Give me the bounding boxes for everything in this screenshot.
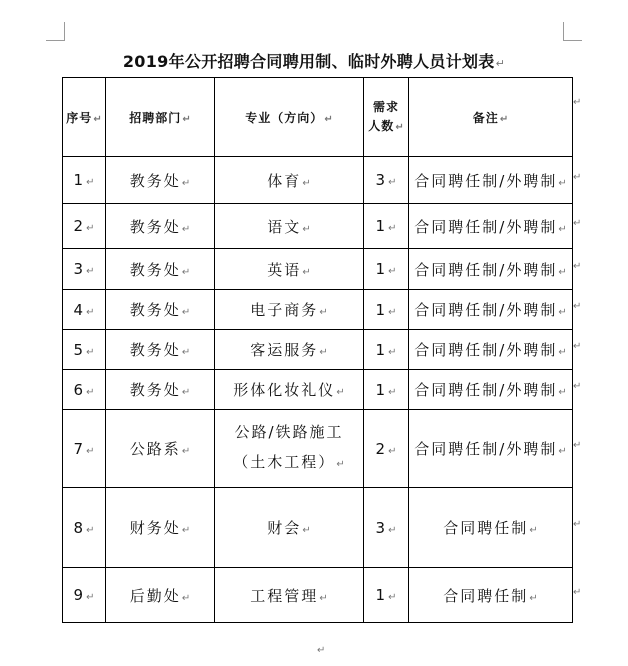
- paragraph-mark-icon: ↵: [317, 645, 326, 656]
- cell-count: 3↵: [364, 157, 409, 204]
- recruitment-plan-table: [62, 77, 573, 623]
- cell-note: 合同聘任制/外聘制↵: [409, 410, 573, 488]
- cell-index: 4↵: [63, 290, 106, 330]
- page-corner-mark-top-left: [46, 22, 65, 41]
- cell-department: 教务处↵: [106, 330, 215, 370]
- document-title-line: [0, 49, 628, 72]
- cell-department: 教务处↵: [106, 370, 215, 410]
- table-row: [63, 290, 573, 330]
- paragraph-mark-icon: ↵: [573, 301, 582, 312]
- paragraph-mark-icon: ↵: [573, 260, 582, 272]
- table-row: [63, 410, 573, 488]
- cell-department: 后勤处↵: [106, 568, 215, 623]
- table-row: [63, 249, 573, 290]
- page-corner-mark-top-right: [563, 22, 582, 41]
- paragraph-mark-icon: ↵: [495, 57, 506, 70]
- cell-major: 工程管理↵: [215, 568, 364, 623]
- cell-major: 形体化妆礼仪↵: [215, 370, 364, 410]
- cell-count: 2↵: [364, 410, 409, 488]
- cell-major: 电子商务↵: [215, 290, 364, 330]
- table-row: [63, 488, 573, 568]
- cell-note: 合同聘任制/外聘制↵: [409, 249, 573, 290]
- paragraph-mark-icon: ↵: [573, 97, 582, 108]
- cell-count: 3↵: [364, 488, 409, 568]
- paragraph-mark-icon: ↵: [573, 171, 582, 183]
- cell-department: 财务处↵: [106, 488, 215, 568]
- cell-index: 2↵: [63, 204, 106, 249]
- cell-note: 合同聘任制/外聘制↵: [409, 330, 573, 370]
- cell-count: 1↵: [364, 204, 409, 249]
- table-row: [63, 330, 573, 370]
- cell-index: 5↵: [63, 330, 106, 370]
- cell-major: 公路/铁路施工 （土木工程）↵: [215, 410, 364, 488]
- document-title: 2019年公开招聘合同聘用制、临时外聘人员计划表: [122, 52, 495, 71]
- cell-department: 教务处↵: [106, 204, 215, 249]
- cell-department: 教务处↵: [106, 249, 215, 290]
- cell-major: 客运服务↵: [215, 330, 364, 370]
- cell-major: 财会↵: [215, 488, 364, 568]
- cell-note: 合同聘任制↵: [409, 488, 573, 568]
- paragraph-mark-icon: ↵: [573, 519, 582, 530]
- cell-department: 教务处↵: [106, 290, 215, 330]
- paragraph-mark-icon: ↵: [573, 217, 582, 229]
- cell-count: 1↵: [364, 568, 409, 623]
- paragraph-mark-icon: ↵: [573, 341, 582, 352]
- paragraph-mark-icon: ↵: [573, 586, 582, 598]
- cell-major: 语文↵: [215, 204, 364, 249]
- paragraph-mark-icon: ↵: [573, 440, 582, 451]
- cell-department: 公路系↵: [106, 410, 215, 488]
- header-major: 专业（方向）↵: [215, 78, 364, 157]
- cell-department: 教务处↵: [106, 157, 215, 204]
- cell-note: 合同聘任制↵: [409, 568, 573, 623]
- cell-count: 1↵: [364, 330, 409, 370]
- cell-index: 9↵: [63, 568, 106, 623]
- header-count: 需求 人数↵: [364, 78, 409, 157]
- cell-major: 体育↵: [215, 157, 364, 204]
- header-index: 序号↵: [63, 78, 106, 157]
- cell-count: 1↵: [364, 370, 409, 410]
- table-row: [63, 204, 573, 249]
- cell-note: 合同聘任制/外聘制↵: [409, 290, 573, 330]
- cell-note: 合同聘任制/外聘制↵: [409, 204, 573, 249]
- cell-index: 6↵: [63, 370, 106, 410]
- cell-count: 1↵: [364, 290, 409, 330]
- header-department: 招聘部门↵: [106, 78, 215, 157]
- paragraph-mark-icon: ↵: [573, 381, 582, 392]
- table-row: [63, 370, 573, 410]
- cell-index: 3↵: [63, 249, 106, 290]
- table-row: [63, 568, 573, 623]
- cell-index: 1↵: [63, 157, 106, 204]
- cell-note: 合同聘任制/外聘制↵: [409, 157, 573, 204]
- header-note: 备注↵: [409, 78, 573, 157]
- cell-index: 7↵: [63, 410, 106, 488]
- cell-index: 8↵: [63, 488, 106, 568]
- table-header-row: [63, 78, 573, 157]
- table-row: [63, 157, 573, 204]
- cell-note: 合同聘任制/外聘制↵: [409, 370, 573, 410]
- cell-major: 英语↵: [215, 249, 364, 290]
- cell-count: 1↵: [364, 249, 409, 290]
